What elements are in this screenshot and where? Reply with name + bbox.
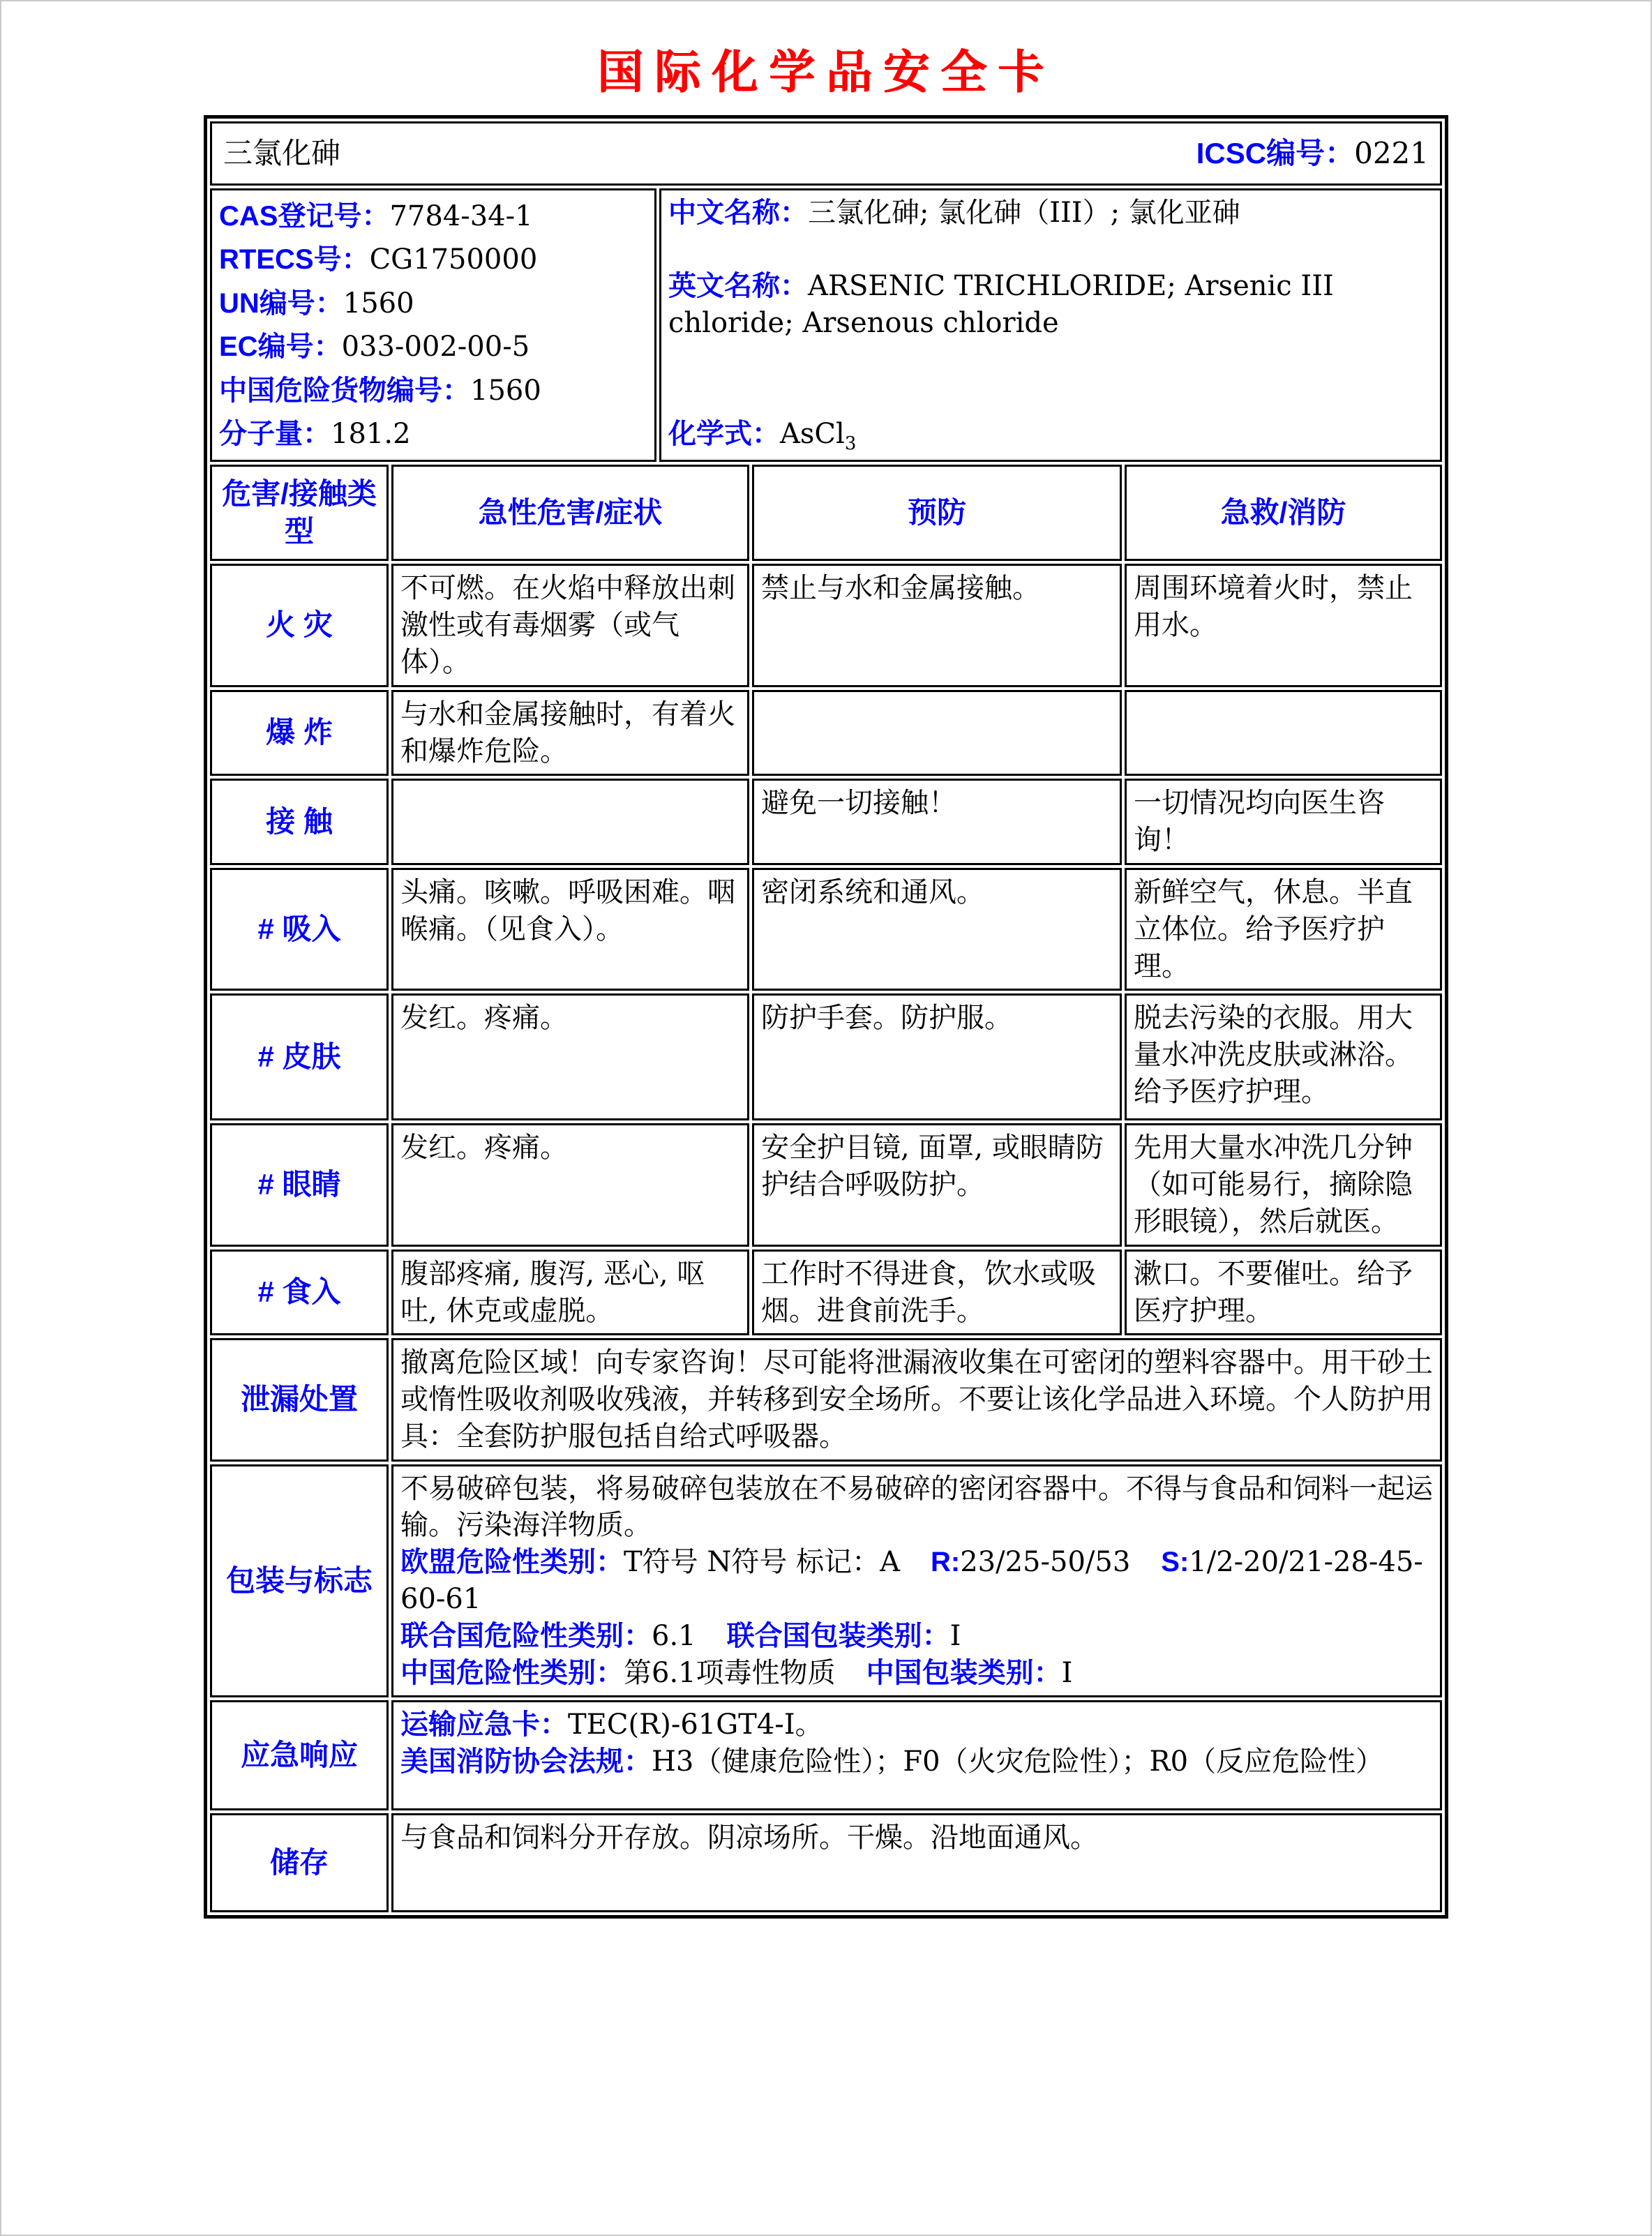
substance-name: 三氯化砷	[223, 136, 341, 171]
rtecs-value: CG1750000	[369, 243, 538, 276]
contact-prevention: 避免一切接触！	[752, 779, 1122, 865]
fire-prevention: 禁止与水和金属接触。	[752, 564, 1122, 686]
un-classification-line	[400, 1618, 1433, 1655]
eyes-first-aid: 先用大量水冲洗几分钟（如可能易行，摘除隐形眼镜），然后就医。	[1125, 1123, 1442, 1246]
row-label-skin: # 皮肤	[210, 993, 389, 1120]
emergency-row	[210, 1700, 1442, 1810]
fire-symptoms: 不可燃。在火焰中释放出刺激性或有毒烟雾（或气体）。	[391, 564, 749, 686]
china-dg-label: 中国危险货物编号：	[219, 375, 470, 406]
contact-first-aid: 一切情况均向医生咨询！	[1125, 779, 1442, 865]
eu-class-value: T符号 N符号 标记：A	[624, 1546, 900, 1579]
packaging-intro: 不易破碎包装，将易破碎包装放在不易破碎的密闭容器中。不得与食品和饲料一起运输。污染海洋物质。	[400, 1472, 1433, 1542]
contact-symptoms	[391, 779, 749, 865]
row-label-explosion: 爆 炸	[210, 690, 389, 776]
eyes-prevention: 安全护目镜, 面罩, 或眼睛防护结合呼吸防护。	[752, 1123, 1122, 1246]
cn-pack-group-label: 中国包装类别：	[866, 1657, 1062, 1688]
inhalation-first-aid: 新鲜空气，休息。半直立体位。给予医疗护理。	[1125, 868, 1442, 991]
tec-card-line	[400, 1706, 1433, 1743]
storage-text: 与食品和饲料分开存放。阴凉场所。干燥。沿地面通风。	[391, 1813, 1442, 1912]
icsc-number	[1196, 134, 1429, 172]
skin-symptoms: 发红。疼痛。	[391, 993, 749, 1120]
inhalation-prevention: 密闭系统和通风。	[752, 868, 1122, 991]
hazard-row-inhalation	[210, 868, 1442, 991]
ingestion-symptoms: 腹部疼痛, 腹泻, 恶心, 呕吐, 休克或虚脱。	[391, 1250, 749, 1336]
chinese-name-value: 三氯化砷; 氯化砷（III）; 氯化亚砷	[808, 197, 1240, 229]
cn-hazard-class-value: 第6.1项毒性物质	[624, 1656, 836, 1689]
spill-text: 撤离危险区域！向专家咨询！尽可能将泄漏液收集在可密闭的塑料容器中。用干砂土或惰性吸收剂吸收残液，并转移到安全场所。不要让该化学品进入环境。个人防护用具：全套防护服包括自给式呼吸器。	[391, 1338, 1442, 1461]
china-dg-number-line	[219, 369, 647, 412]
un-pack-group-label: 联合国包装类别：	[726, 1620, 950, 1651]
r-phrases-label: R:	[931, 1547, 961, 1578]
header-prevention: 预防	[752, 465, 1122, 561]
row-label-eyes: # 眼睛	[210, 1123, 389, 1246]
document-title: 国际化学品安全卡	[597, 46, 1055, 98]
explosion-first-aid	[1125, 690, 1442, 776]
english-name-label: 英文名称：	[668, 270, 808, 301]
packaging-row	[210, 1464, 1442, 1698]
explosion-symptoms: 与水和金属接触时，有着火和爆炸危险。	[391, 690, 749, 776]
cas-value: 7784-34-1	[389, 200, 533, 232]
un-number-line	[219, 282, 647, 325]
titlebar-row	[210, 121, 1442, 186]
nfpa-value: H3（健康危险性）；F0（火灾危险性）；R0（反应危险性）	[652, 1746, 1384, 1778]
identifiers-cell	[210, 188, 656, 462]
chinese-name-line	[668, 195, 1433, 232]
eu-class-label: 欧盟危险性类别：	[400, 1547, 624, 1578]
molecular-weight-value: 181.2	[331, 417, 411, 450]
ingestion-first-aid: 漱口。不要催吐。给予医疗护理。	[1125, 1250, 1442, 1336]
formula-subscript: 3	[844, 433, 857, 455]
header-first-aid: 急救/消防	[1125, 465, 1442, 561]
formula-label: 化学式：	[668, 419, 780, 450]
hazard-row-contact	[210, 779, 1442, 865]
header-acute-hazards: 急性危害/症状	[391, 465, 749, 561]
ec-label: EC编号：	[219, 331, 342, 363]
cn-hazard-class-label: 中国危险性类别：	[400, 1657, 624, 1688]
tec-card-label: 运输应急卡：	[400, 1709, 568, 1741]
un-pack-group-value: I	[949, 1619, 961, 1652]
row-label-ingestion: # 食入	[210, 1250, 389, 1336]
skin-prevention: 防护手套。防护服。	[752, 993, 1122, 1120]
ec-value: 033-002-00-5	[341, 331, 530, 363]
r-phrases-value: 23/25-50/53	[960, 1546, 1131, 1579]
hazard-row-explosion	[210, 690, 1442, 776]
tec-card-value: TEC(R)-61GT4-I。	[568, 1709, 823, 1741]
china-dg-value: 1560	[470, 374, 541, 407]
cn-classification-line	[400, 1655, 1433, 1692]
row-label-spill: 泄漏处置	[210, 1338, 389, 1461]
row-label-inhalation: # 吸入	[210, 868, 389, 991]
hazard-row-fire	[210, 564, 1442, 686]
un-hazard-class-value: 6.1	[652, 1619, 696, 1652]
names-cell	[659, 188, 1442, 462]
row-label-packaging: 包装与标志	[210, 1464, 389, 1698]
rtecs-number-line	[219, 238, 647, 281]
storage-row	[210, 1813, 1442, 1912]
row-label-contact: 接 触	[210, 779, 389, 865]
row-label-emergency: 应急响应	[210, 1700, 389, 1810]
cas-label: CAS登记号：	[219, 201, 390, 232]
molecular-weight-line	[219, 412, 647, 456]
skin-first-aid: 脱去污染的衣服。用大量水冲洗皮肤或淋浴。给予医疗护理。	[1125, 993, 1442, 1120]
formula-line	[668, 416, 1433, 456]
row-label-fire: 火 灾	[210, 564, 389, 686]
fire-first-aid: 周围环境着火时，禁止用水。	[1125, 564, 1442, 686]
eu-classification-line	[400, 1544, 1433, 1618]
identifiers-row	[210, 188, 1442, 462]
ingestion-prevention: 工作时不得进食，饮水或吸烟。进食前洗手。	[752, 1250, 1122, 1336]
explosion-prevention	[752, 690, 1122, 776]
eyes-symptoms: 发红。疼痛。	[391, 1123, 749, 1246]
hazard-row-ingestion	[210, 1250, 1442, 1336]
nfpa-line	[400, 1743, 1433, 1780]
hazard-row-skin	[210, 993, 1442, 1120]
nfpa-label: 美国消防协会法规：	[400, 1746, 652, 1778]
s-phrases-label: S:	[1161, 1547, 1189, 1578]
emergency-cell	[391, 1700, 1442, 1810]
header-hazard-type: 危害/接触类型	[210, 465, 389, 561]
ec-number-line	[219, 325, 647, 368]
molecular-weight-label: 分子量：	[219, 418, 331, 449]
icsc-label: ICSC编号：	[1196, 137, 1355, 170]
icsc-value: 0221	[1354, 136, 1429, 171]
formula-base: AsCl	[780, 418, 845, 451]
titlebar-cell	[210, 121, 1442, 186]
hazard-row-eyes	[210, 1123, 1442, 1246]
row-label-storage: 储存	[210, 1813, 389, 1912]
un-hazard-class-label: 联合国危险性类别：	[400, 1620, 652, 1651]
english-name-value: ARSENIC TRICHLORIDE; Arsenic III chloride; Arsenous chloride	[668, 269, 1334, 339]
s-phrases-value: 1/2-20/21-28-45-60-61	[400, 1546, 1423, 1616]
hazard-header-row	[210, 465, 1442, 561]
un-label: UN编号：	[219, 287, 343, 319]
rtecs-label: RTECS号：	[219, 244, 370, 276]
chinese-name-label: 中文名称：	[668, 197, 808, 228]
cas-number-line	[219, 195, 647, 238]
inhalation-symptoms: 头痛。咳嗽。呼吸困难。咽喉痛。（见食入）。	[391, 868, 749, 991]
safety-card	[204, 115, 1448, 1919]
english-name-line	[668, 268, 1433, 342]
spill-row	[210, 1338, 1442, 1461]
packaging-cell	[391, 1464, 1442, 1698]
un-value: 1560	[343, 287, 414, 320]
cn-pack-group-value: I	[1061, 1656, 1073, 1689]
